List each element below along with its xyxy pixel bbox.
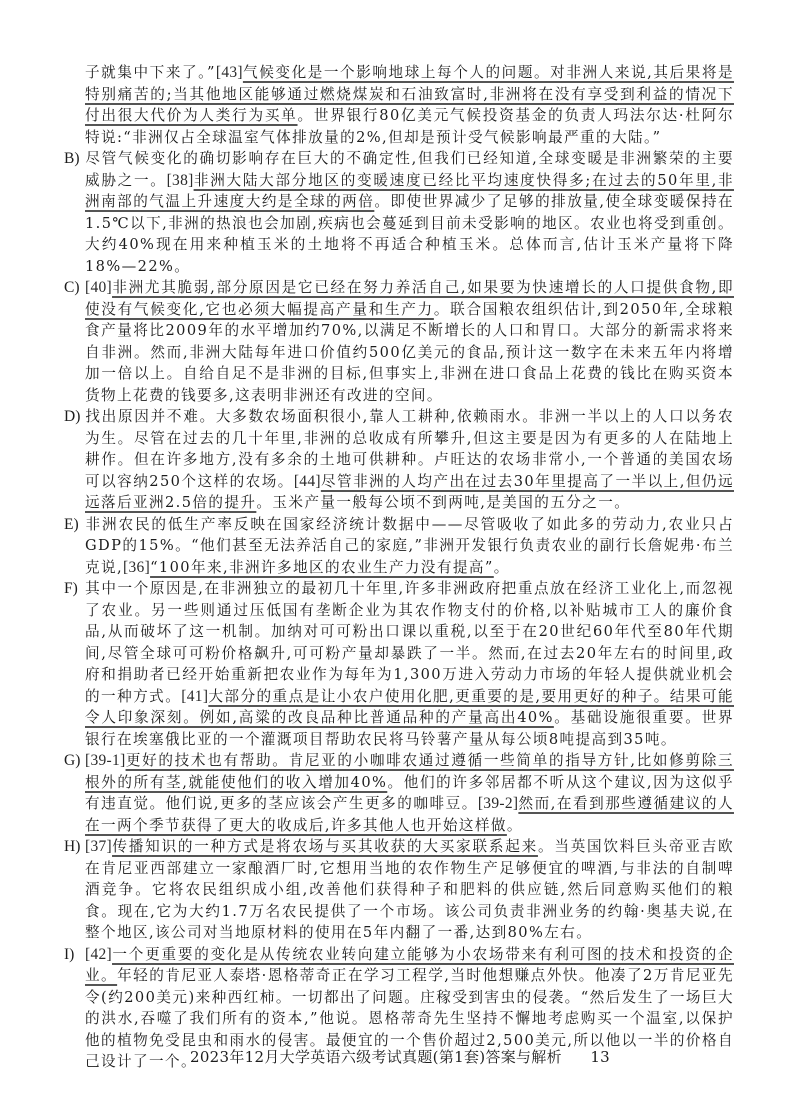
paragraph-text: 子就集中下来了。” xyxy=(85,64,216,81)
paragraph-text: 。 xyxy=(493,558,510,576)
answer-marker-39-1: [39-1] xyxy=(85,752,126,769)
underlined-answer-sentence: 气候变化是一个影响地球上每个人的问题。对非洲人来说,其后果将是特别痛苦的;当其他地区能够通过燃烧煤炭和石油致富时,非洲将在没有享受到利益的情况下付出很大代价为人类行为买单 xyxy=(85,64,735,124)
answer-marker-37: [37] xyxy=(85,838,113,855)
paragraph-label: I) xyxy=(64,945,75,963)
underlined-answer-sentence: 更好的技术也有帮助。肯尼亚的小咖啡农通过遵循一些简单的指导方针,比如修剪除三根外的所有茎,就能使他们的收入增加40% xyxy=(85,752,734,791)
underlined-answer-sentence: 大部分的重点是让小农户使用化肥,更重要的是,要用更好的种子。结果可能令人印象深刻。例如,高粱的改良品种比普通品种的产量高出40% xyxy=(85,687,734,726)
footer-title: 2023年12月大学英语六级考试真题(第1套)答案与解析 xyxy=(190,1048,562,1066)
paragraph-label: H) xyxy=(64,838,81,855)
paragraph-text: 。 xyxy=(506,816,523,834)
paragraph-label: B) xyxy=(64,150,80,167)
paragraph-text: 。当英国饮料巨头帝亚吉欧在肯尼亚西部建立一家酿酒厂时,它想用当地的农作物生产足够便宜的啤酒,与非法的自制啤酒竞争。它将农民组织成小组,改善他们获得种子和肥料的供应链,然后同意购买他们的粮食。现在,它为大约1.7万名农民提供了一个市场。该公司负责非洲业务的约翰·奥基夫说,在整个地区,该公司对当地原材料的使用在5年内翻了一番,达到80%左右。 xyxy=(85,838,734,941)
paragraph-label: G) xyxy=(64,752,81,769)
paragraph-text: 。世界银行80亿美元气候投资基金的负责人玛法尔达·杜阿尔特说:“非洲仅占全球温室气体排放量的2%,但却是预计受气候影响最严重的大陆。” xyxy=(85,107,734,146)
paragraph-f xyxy=(64,578,734,750)
paragraph-text: 年轻的肯尼亚人泰塔·恩格蒂奇正在学习工程学,当时他想赚点外快。他凑了2万肯尼亚先令(约200美元)来种西红柿。一切都出了问题。庄稼受到害虫的侵袭。“然后发生了一场巨大的洪水,吞噬了我们所有的资本,”他说。恩格蒂奇先生坚持不懈地考虑购买一个温室,以保护他的植物免受昆虫和雨水的侵害。最便宜的一个售价超过2,500美元,所以他以一半的价格自己设计了一个。 xyxy=(85,967,734,1070)
paragraph-label: C) xyxy=(64,279,80,296)
page-number: 13 xyxy=(590,1048,610,1066)
answer-marker-41: [41] xyxy=(181,687,209,705)
paragraph-text: 找出原因并不难。大多数农场面积很小,靠人工耕种,依赖雨水。非洲一半以上的人口以务农为生。尽管在过去的几十年里,非洲的总收成有所攀升,但这主要是因为有更多的人在陆地上耕作。但在许多地方,没有多余的土地可供耕种。卢旺达的农场非常小,一个普通的美国农场可以容纳250个这样的农场。 xyxy=(85,408,734,490)
underlined-answer-sentence: 非洲大陆大部分地区的变暖速度已经比平均速度快得多;在过去的50年里,非洲南部的气温上升速度大约是全球的两倍 xyxy=(85,171,734,210)
answer-marker-42: [42] xyxy=(85,945,113,963)
answer-marker-36: [36] xyxy=(123,558,151,576)
paragraph-text: 。即使世界减少了足够的排放量,使全球变暖保持在1.5℃以下,非洲的热浪也会加剧,疾病也会蔓延到目前未受影响的地区。农业也将受到重创。大约40%现在用来种植玉米的土地将不再适合种植玉米。总体而言,估计玉米产量将下降18%—22%。 xyxy=(85,193,735,275)
underlined-answer-sentence: 非洲尤其脆弱,部分原因是它已经在努力养活自己,如果要为快速增长的人口提供食物,即使没有气候变化,它也必须大幅提高产量和生产力 xyxy=(85,279,734,318)
paragraph-b xyxy=(64,148,734,277)
paragraph-a-continuation xyxy=(64,62,734,148)
underlined-answer-sentence: 传播知识的一种方式是将农场与买其收获的大买家联系起来 xyxy=(112,838,538,855)
answer-marker-44: [44] xyxy=(293,472,321,490)
underlined-answer-sentence: 尽管非洲的人均产出在过去30年里提高了一半以上,但仍远远落后亚洲2.5倍的提升 xyxy=(85,472,734,511)
paragraph-g xyxy=(64,750,734,836)
paragraph-text: 尽管气候变化的确切影响存在巨大的不确定性,但我们已经知道,全球变暖是非洲繁荣的主要威胁之一。 xyxy=(85,150,734,189)
paragraph-label: D) xyxy=(64,408,81,425)
underlined-answer-sentence: “100年来,非洲许多地区的农业生产力没有提高” xyxy=(150,558,494,576)
paragraph-text: 非洲农民的低生产率反映在国家经济统计数据中——尽管吸收了如此多的劳动力,农业只占GDP的15%。“他们甚至无法养活自己的家庭,”非洲开发银行负责农业的副行长詹妮弗·布兰克说, xyxy=(85,515,734,576)
paragraph-label: F) xyxy=(64,580,78,597)
paragraph-e xyxy=(64,514,734,579)
answer-marker-43: [43] xyxy=(215,64,243,81)
answer-marker-39-2: [39-2] xyxy=(477,795,519,812)
page-footer xyxy=(190,1047,610,1067)
paragraph-label: E) xyxy=(64,515,79,533)
paragraph-d xyxy=(64,406,734,514)
paragraph-c xyxy=(64,277,734,406)
paragraph-h xyxy=(64,836,734,944)
paragraph-text: 。他们的许多邻居都不听从这个建议,因为这似乎有违直觉。他们说,更多的茎应该会产生更多的咖啡豆。 xyxy=(85,773,735,812)
paragraph-text: 。联合国粮农组织估计,到2050年,全球粮食产量将比2009年的水平增加约70%,以满足不断增长的人口和胃口。大部分的新需求将来自非洲。然而,非洲大陆每年进口价值约500亿美元的食品,预计这一数字在未来五年内将增加一倍以上。自给自足不是非洲的目标,但事实上,非洲在进口食品上花费的钱比在购买资本货物上花费的钱要多,这表明非洲还有改进的空间。 xyxy=(85,300,734,404)
underlined-answer-sentence: 一个更重要的变化是从传统农业转向建立能够为小农场带来有利可图的技术和投资的企业。 xyxy=(85,945,734,984)
document-body xyxy=(64,62,734,1073)
answer-marker-38: [38] xyxy=(166,171,194,189)
underlined-answer-sentence: 然而,在看到那些遵循建议的人在一两个季节获得了更大的收成后,许多其他人也开始这样做 xyxy=(85,795,734,834)
paragraph-text: 其中一个原因是,在非洲独立的最初几十年里,许多非洲政府把重点放在经济工业化上,而忽视了农业。另一些则通过压低国有垄断企业为其农作物支付的价格,以补贴城市工人的廉价食品,从而破坏了这一机制。加纳对可可粉出口课以重税,以至于在20世纪60年代至80年代期间,尽管全球可可粉价格飙升,可可粉产量却暴跌了一半。然而,在过去20年左右的时间里,政府和捐助者已经开始重新把农业作为每年为1,300万进入劳动力市场的年轻人提供就业机会的一种方式。 xyxy=(85,580,734,705)
paragraph-text: 。玉米产量一般每公顷不到两吨,是美国的五分之一。 xyxy=(256,494,631,511)
paragraph-text: 。基础设施很重要。世界银行在埃塞俄比亚的一个灌溉项目帮助农民将马铃薯产量从每公顷8吨提高到35吨。 xyxy=(85,709,735,748)
answer-marker-40: [40] xyxy=(85,279,113,296)
